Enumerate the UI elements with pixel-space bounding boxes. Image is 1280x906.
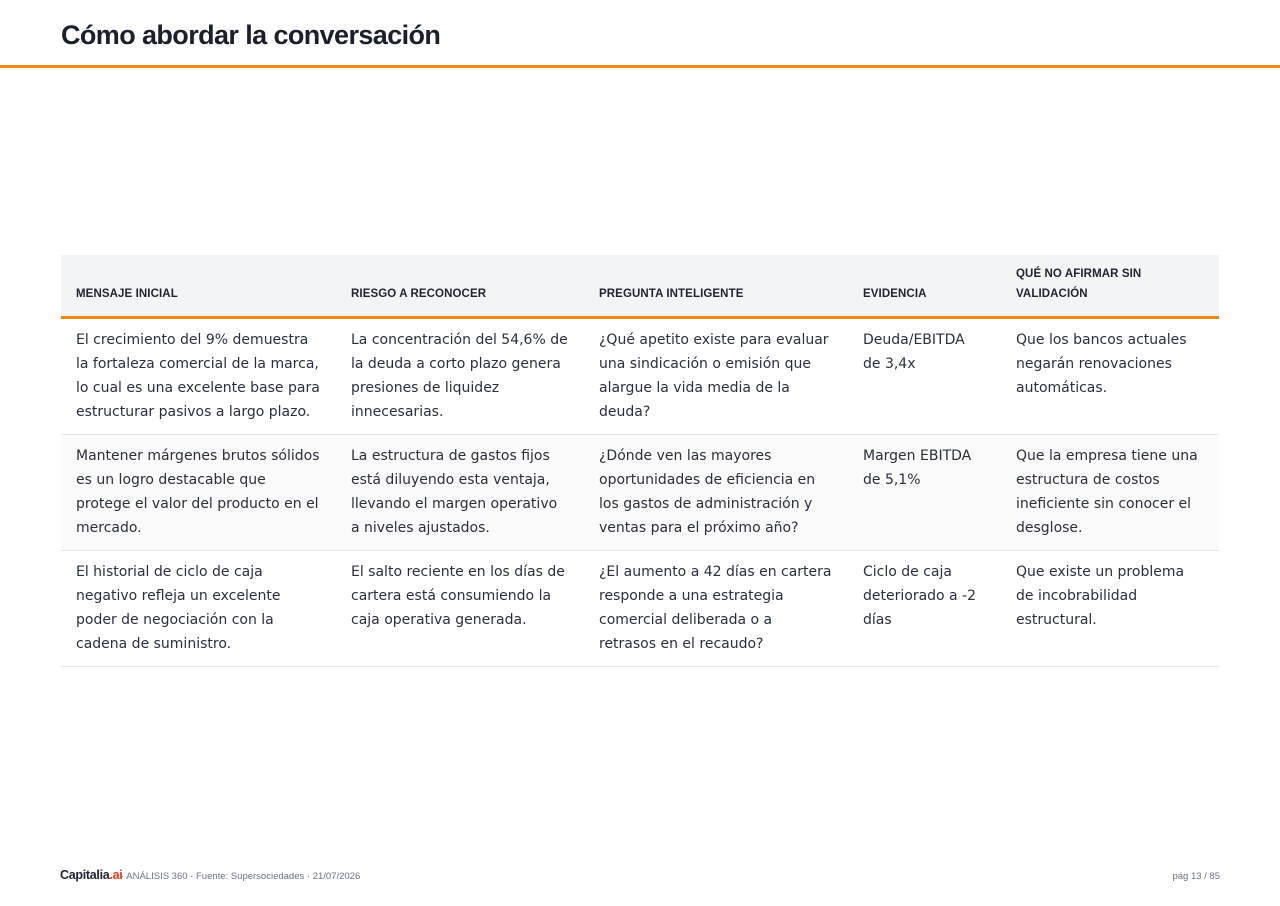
column-header-evidencia: EVIDENCIA: [848, 255, 1001, 317]
table-cell: ¿Dónde ven las mayores oportunidades de eficiencia en los gastos de administración y ventas para el próximo año?: [584, 434, 848, 550]
table-cell: Que los bancos actuales negarán renovaciones automáticas.: [1001, 317, 1219, 434]
page-title: Cómo abordar la conversación: [61, 20, 441, 50]
table-cell: Que la empresa tiene una estructura de costos ineficiente sin conocer el desglose.: [1001, 434, 1219, 550]
page-indicator: pág 13 / 85: [1172, 871, 1220, 882]
conversation-table: [61, 255, 1219, 667]
table-cell: El salto reciente en los días de cartera está consumiendo la caja operativa generada.: [336, 550, 584, 666]
table-cell: Mantener márgenes brutos sólidos es un logro destacable que protege el valor del producto en el mercado.: [61, 434, 336, 550]
table-cell: Deuda/EBITDA de 3,4x: [848, 317, 1001, 434]
page-header: [0, 0, 1280, 68]
brand-name: Capitalia: [60, 868, 110, 882]
table-row: [61, 550, 1219, 666]
table-cell: Margen EBITDA de 5,1%: [848, 434, 1001, 550]
column-header-mensaje-inicial: MENSAJE INICIAL: [61, 255, 336, 317]
column-header-pregunta: PREGUNTA INTELIGENTE: [584, 255, 848, 317]
table-cell: Ciclo de caja deteriorado a -2 días: [848, 550, 1001, 666]
table-cell: La estructura de gastos fijos está diluyendo esta ventaja, llevando el margen operativo a niveles ajustados.: [336, 434, 584, 550]
table-cell: El historial de ciclo de caja negativo refleja un excelente poder de negociación con la cadena de suministro.: [61, 550, 336, 666]
brand-tld: .ai: [109, 868, 123, 882]
table-row: [61, 434, 1219, 550]
table-header-row: [61, 255, 1219, 317]
table-cell: ¿Qué apetito existe para evaluar una sindicación o emisión que alargue la vida media de la deuda?: [584, 317, 848, 434]
table-row: [61, 317, 1219, 434]
column-header-riesgo: RIESGO A RECONOCER: [336, 255, 584, 317]
page-footer: [60, 868, 1220, 886]
table-cell: La concentración del 54,6% de la deuda a corto plazo genera presiones de liquidez innecesarias.: [336, 317, 584, 434]
table-cell: ¿El aumento a 42 días en cartera responde a una estrategia comercial deliberada o a retrasos en el recaudo?: [584, 550, 848, 666]
table-cell: El crecimiento del 9% demuestra la fortaleza comercial de la marca, lo cual es una excelente base para estructurar pasivos a largo plazo.: [61, 317, 336, 434]
footer-meta: · ANÁLISIS 360 · Fuente: Supersociedades · 21/07/2026: [121, 871, 361, 882]
brand-logo: [60, 868, 122, 882]
table-cell: Que existe un problema de incobrabilidad estructural.: [1001, 550, 1219, 666]
column-header-no-afirmar: QUÉ NO AFIRMAR SIN VALIDACIÓN: [1001, 255, 1219, 317]
